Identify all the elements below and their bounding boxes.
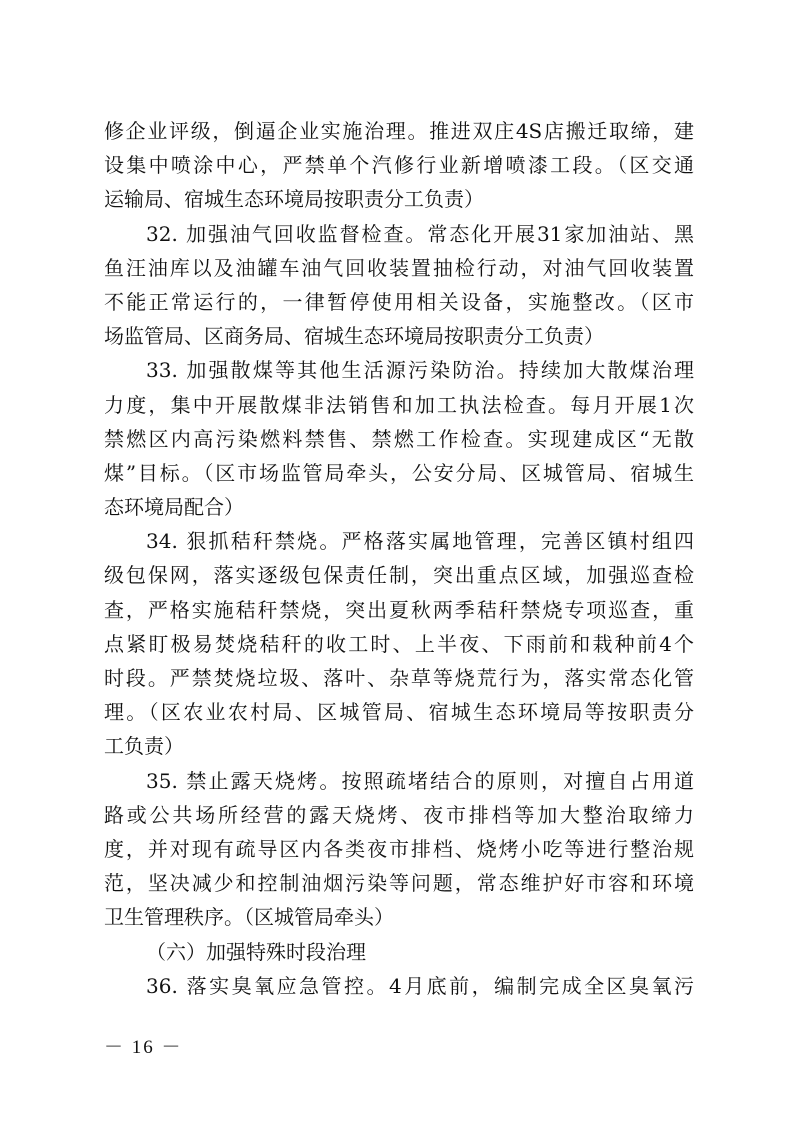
text-line: 设集中喷涂中心，严禁单个汽修行业新增喷漆工段。（区交通	[104, 153, 694, 178]
text-line: 理。（区农业农村局、区城管局、宿城生态环境局等按职责分	[104, 700, 694, 725]
text-line: 卫生管理秩序。（区城管局牵头）	[104, 905, 394, 930]
text-line: 32. 加强油气回收监督检查。常态化开展31家加油站、黑	[146, 221, 694, 246]
text-line: 35. 禁止露天烧烤。按照疏堵结合的原则，对擅自占用道	[146, 768, 694, 793]
text-line: 点紧盯极易焚烧秸秆的收工时、上半夜、下雨前和栽种前4个	[104, 631, 694, 656]
text-line: 时段。严禁焚烧垃圾、落叶、杂草等烧荒行为，落实常态化管	[104, 666, 694, 690]
text-line: 34. 狠抓秸秆禁烧。严格落实属地管理，完善区镇村组四	[146, 529, 694, 554]
text-line: 级包保网，落实逐级包保责任制，突出重点区域，加强巡查检	[104, 563, 694, 588]
text-line: 查，严格实施秸秆禁烧，突出夏秋两季秸秆禁烧专项巡查，重	[104, 597, 694, 622]
text-line: 36. 落实臭氧应急管控。4月底前，编制完成全区臭氧污	[146, 973, 694, 998]
text-line: 路或公共场所经营的露天烧烤、夜市排档等加大整治取缔力	[104, 802, 694, 827]
text-line: 范，坚决减少和控制油烟污染等问题，常态维护好市容和环境	[104, 871, 694, 896]
text-line: 不能正常运行的，一律暂停使用相关设备，实施整改。（区市	[104, 289, 694, 314]
text-line: 力度，集中开展散煤非法销售和加工执法检查。每月开展1次	[104, 392, 694, 417]
text-line: 煤”目标。（区市场监管局牵头，公安分局、区城管局、宿城生	[104, 460, 694, 485]
page-number: － 16 －	[104, 1037, 183, 1058]
body-text	[104, 114, 694, 1003]
text-line: 修企业评级，倒逼企业实施治理。推进双庄4S店搬迁取缔，建	[104, 119, 694, 143]
text-line: 工负责）	[104, 734, 184, 759]
text-line: 运输局、宿城生态环境局按职责分工负责）	[104, 187, 484, 212]
text-line: 度，并对现有疏导区内各类夜市排档、烧烤小吃等进行整治规	[104, 836, 694, 861]
text-line: 鱼汪油库以及油罐车油气回收装置抽检行动，对油气回收装置	[104, 255, 694, 280]
text-line: 态环境局配合）	[104, 495, 244, 520]
text-line: 33. 加强散煤等其他生活源污染防治。持续加大散煤治理	[146, 358, 694, 383]
text-line: 禁燃区内高污染燃料禁售、禁燃工作检查。实现建成区“无散	[104, 426, 694, 451]
text-line: （六）加强特殊时段治理	[146, 939, 366, 964]
text-line: 场监管局、区商务局、宿城生态环境局按职责分工负责）	[104, 324, 604, 349]
